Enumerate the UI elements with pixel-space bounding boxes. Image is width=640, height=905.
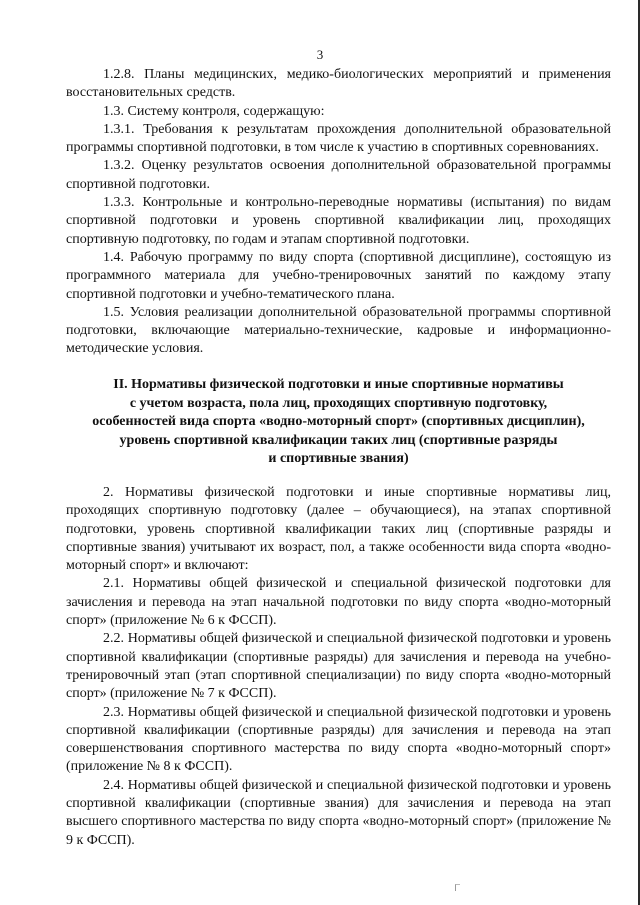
paragraph-1-3-2: 1.3.2. Оценку результатов освоения дополнительной образовательной программы спортивной подготовки.	[66, 158, 611, 192]
scan-speck	[455, 884, 460, 891]
paragraph-2: 2. Нормативы физической подготовки и иные спортивные нормативы лиц, проходящих спортивную подготовку (далее – обучающиеся), на этапах спортивной подготовки, уровень спортивной квалификации таких лиц (спортивные разряды и спортивные звания) учитывают их возраст, пол, а также особенности вида спорта «водно-моторный спорт» и включают:	[66, 485, 611, 574]
paragraph-1-5: 1.5. Условия реализации дополнительной образовательной программы спортивной подготовки, включающие материально-технические, кадровые и информационно-методические условия.	[66, 304, 611, 357]
paragraph-2-4: 2.4. Нормативы общей физической и специальной физической подготовки и уровень спортивной квалификации (спортивные звания) для зачисления и перевода на этап высшего спортивного мастерства по виду спорта «водно-моторный спорт» (приложение № 9 к ФССП).	[66, 777, 611, 848]
section-heading-line: II. Нормативы физической подготовки и иные спортивные нормативы	[113, 377, 564, 392]
paragraph-1-3-1: 1.3.1. Требования к результатам прохождения дополнительной образовательной программы спортивной подготовки, в том числе к участию в спортивных соревнованиях.	[66, 121, 611, 156]
section-heading-line: особенностей вида спорта «водно-моторный спорт» (спортивных дисциплин),	[92, 414, 585, 429]
paragraph-1-4: 1.4. Рабочую программу по виду спорта (спортивной дисциплине), состоящую из программного материала для учебно-тренировочных занятий по каждому этапу спортивной подготовки и учебно-тематического плана.	[66, 249, 611, 302]
document-body-bottom	[66, 484, 611, 850]
section-heading	[66, 376, 611, 469]
paragraph-1-3: 1.3. Систему контроля, содержащую:	[103, 103, 325, 119]
document-body-top	[66, 66, 611, 359]
paragraph-2-1: 2.1. Нормативы общей физической и специальной физической подготовки для зачисления и перевода на этап начальной подготовки по виду спорта «водно-моторный спорт» (приложение № 6 к ФССП).	[66, 576, 611, 629]
paragraph-1-2-8: 1.2.8. Планы медицинских, медико-биологических мероприятий и применения восстановительных средств.	[66, 67, 611, 101]
paragraph-2-3: 2.3. Нормативы общей физической и специальной физической подготовки и уровень спортивной квалификации (спортивные разряды) для зачисления и перевода на этап совершенствования спортивного мастерства по виду спорта «водно-моторный спорт» (приложение № 8 к ФССП).	[66, 704, 611, 775]
section-heading-line: с учетом возраста, пола лиц, проходящих спортивную подготовку,	[129, 395, 548, 411]
paragraph-1-3-3: 1.3.3. Контрольные и контрольно-переводные нормативы (испытания) по видам спортивной подготовки и уровень спортивной квалификации лиц, проходящих спортивную подготовку, по годам и этапам спортивной подготовки.	[66, 195, 611, 247]
page-number: 3	[316, 47, 324, 62]
paragraph-2-2: 2.2. Нормативы общей физической и специальной физической подготовки и уровень спортивной квалификации (спортивные разряды) для зачисления и перевода на учебно-тренировочный этап (этап спортивной специализации) по виду спорта «водно-моторный спорт» (приложение № 7 к ФССП).	[66, 631, 611, 702]
section-heading-line: уровень спортивной квалификации таких лиц (спортивные разряды	[119, 432, 558, 448]
section-heading-line: и спортивные звания)	[268, 451, 409, 466]
